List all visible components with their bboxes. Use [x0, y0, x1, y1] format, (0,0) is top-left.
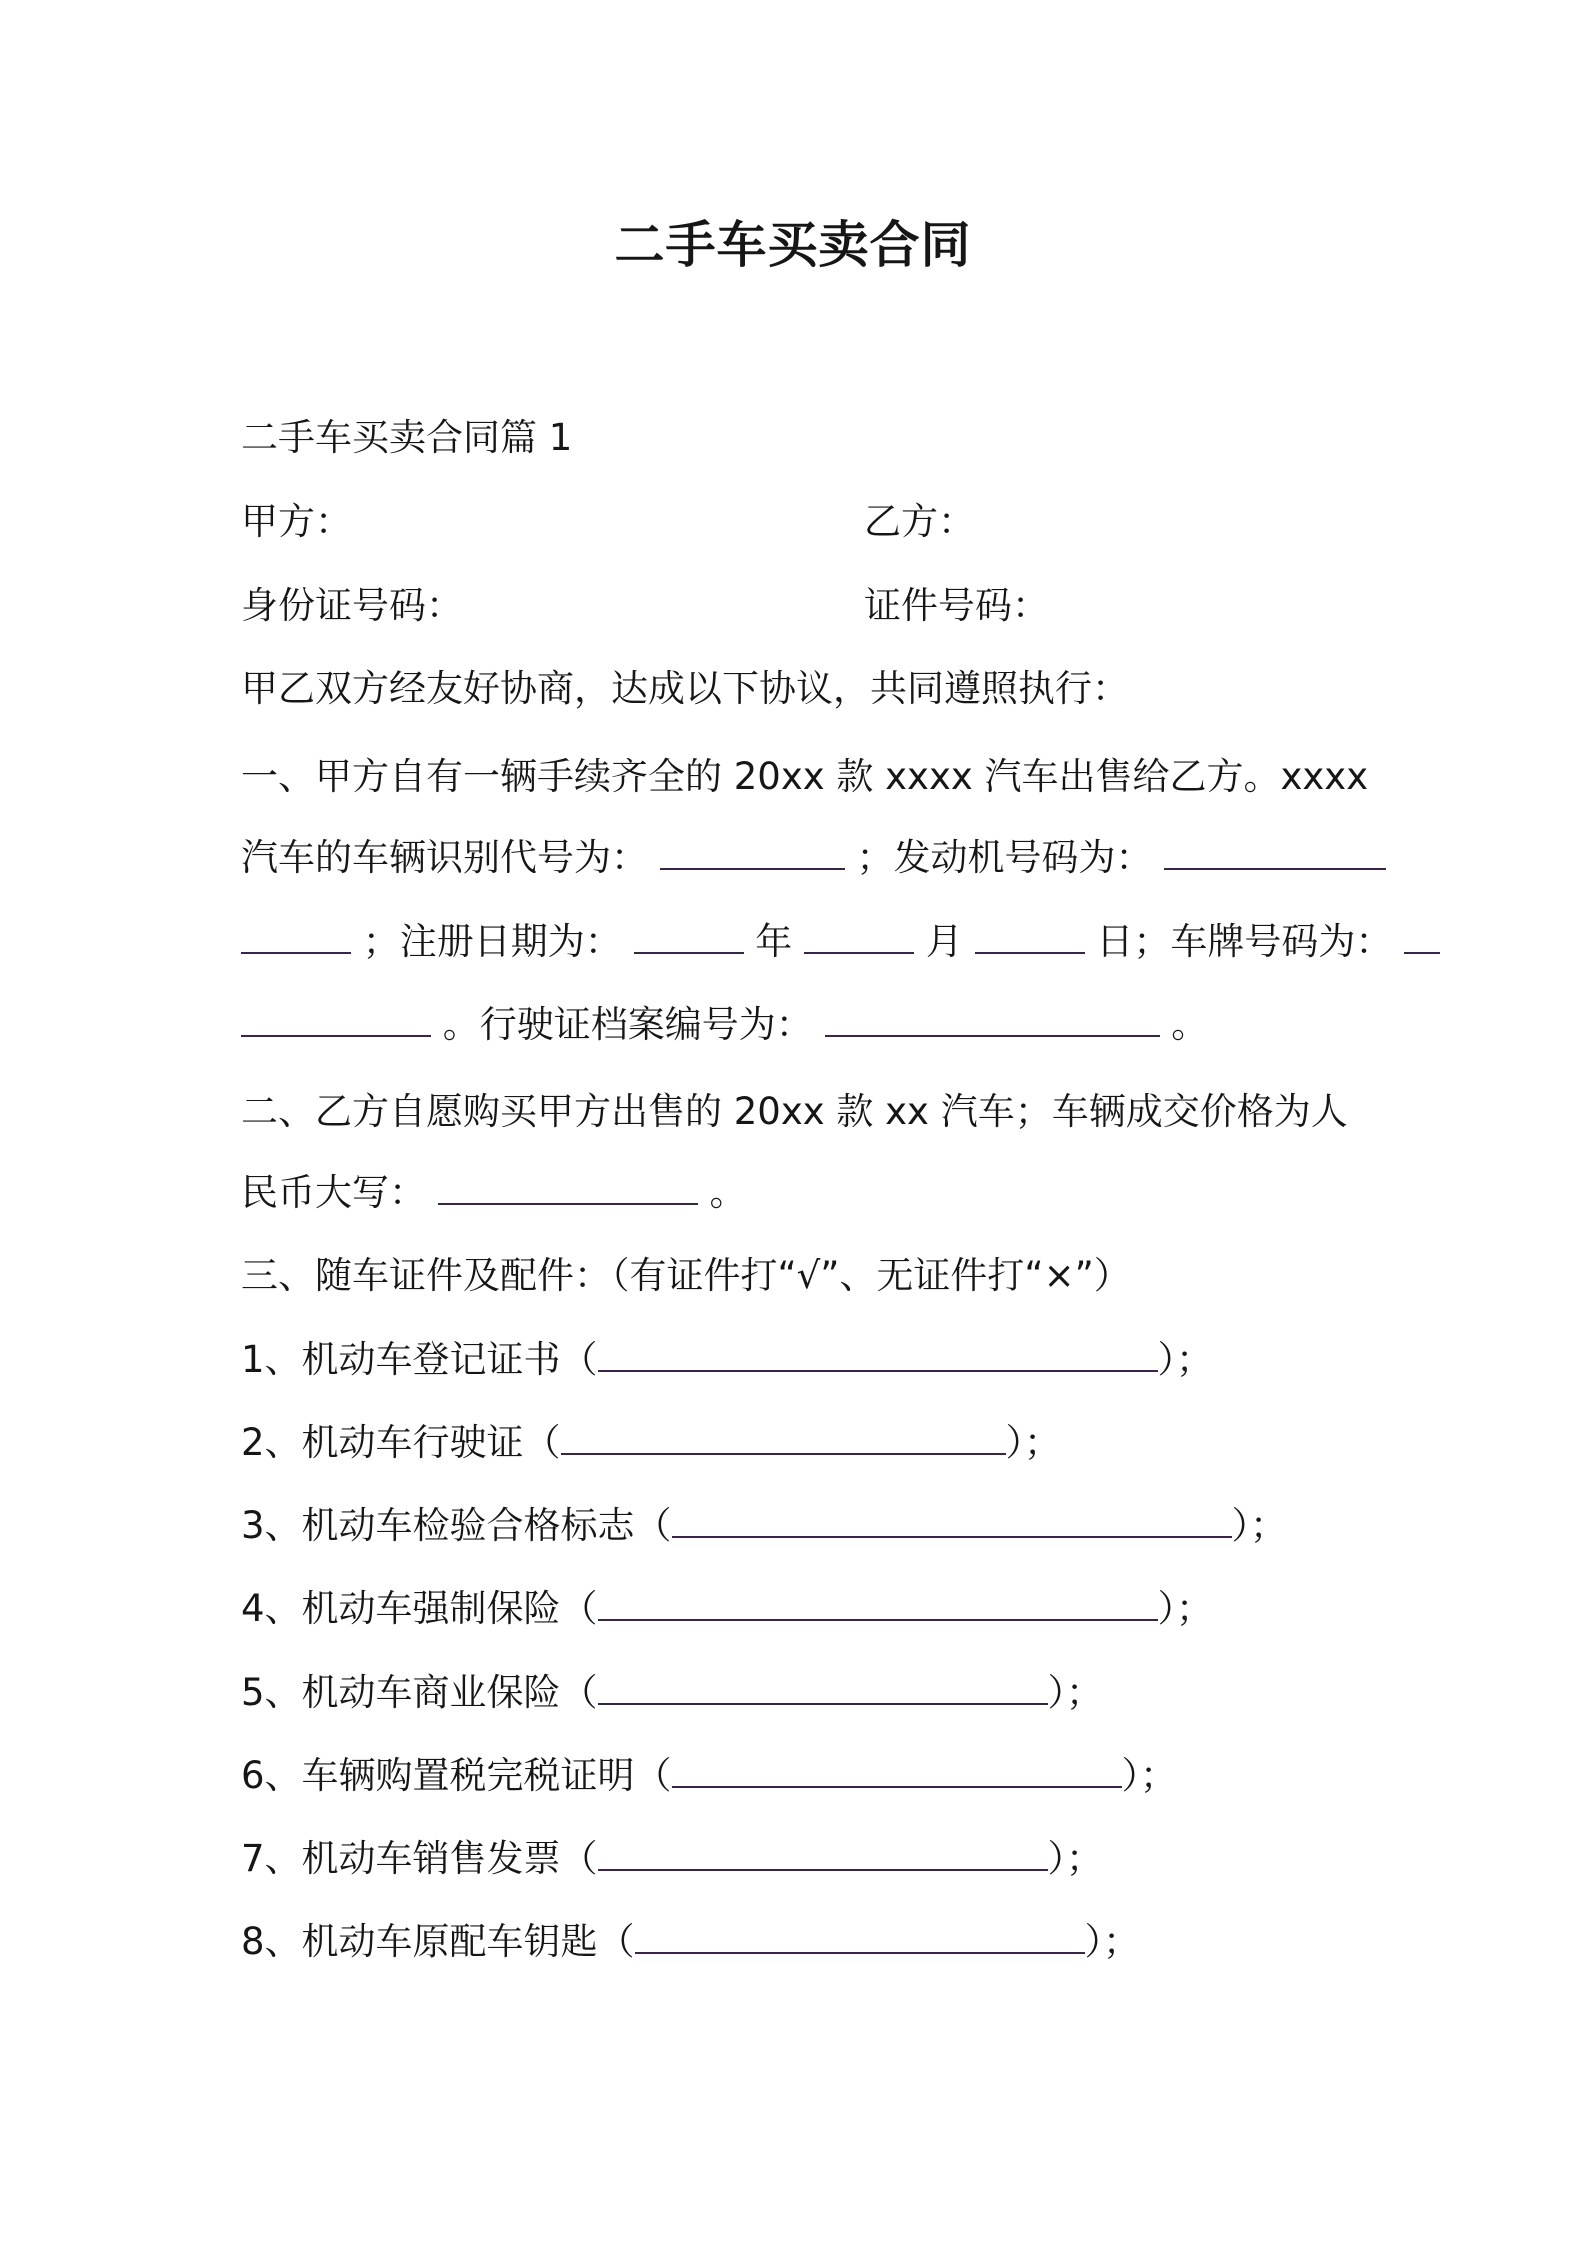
item-blank[interactable] [672, 1756, 1122, 1788]
price-in-words-blank[interactable] [438, 1173, 698, 1205]
open-paren: （ [523, 1421, 561, 1464]
id-number-label: 身份证号码： [241, 584, 463, 627]
item-label: 1、机动车登记证书 [241, 1338, 561, 1381]
open-paren: （ [560, 1837, 598, 1880]
close-paren: ）； [1231, 1504, 1288, 1547]
vin-blank[interactable] [660, 838, 845, 870]
close-paren: ）； [1005, 1421, 1062, 1464]
close-paren: ）； [1084, 1920, 1141, 1963]
close-paren: ）； [1157, 1338, 1214, 1381]
list-item [241, 1337, 1351, 1383]
document-title: 二手车买卖合同 [614, 216, 972, 274]
item-label: 3、机动车检验合格标志 [241, 1504, 635, 1547]
item-label: 7、机动车销售发票 [241, 1837, 561, 1880]
list-item [241, 1670, 1351, 1716]
item-blank[interactable] [598, 1673, 1048, 1705]
certificate-number-label: 证件号码： [864, 584, 1049, 627]
item-blank[interactable] [561, 1423, 1006, 1455]
clause2-line1: 二、乙方自愿购买甲方出售的 20xx 款 xx 汽车；车辆成交价格为人 [241, 1090, 1348, 1133]
clause1-line3 [241, 919, 1393, 965]
item-blank[interactable] [672, 1506, 1232, 1538]
registration-month-blank[interactable] [804, 922, 914, 954]
clause1-end: 。 [1171, 1003, 1209, 1046]
clause1-line1: 一、甲方自有一辆手续齐全的 20xx 款 xxxx 汽车出售给乙方。xxxx [241, 755, 1369, 798]
engine-number-blank[interactable] [1164, 838, 1386, 870]
engine-number-blank-continued[interactable] [241, 922, 351, 954]
item-label: 8、机动车原配车钥匙 [241, 1920, 598, 1963]
preamble: 甲乙双方经友好协商，达成以下协议，共同遵照执行： [241, 667, 1129, 710]
registration-date-label: ；注册日期为： [362, 920, 622, 963]
engine-number-label: ；发动机号码为： [856, 836, 1153, 879]
close-paren: ）； [1157, 1587, 1214, 1630]
list-item [241, 1919, 1351, 1965]
party-b-label: 乙方： [864, 500, 975, 543]
list-item [241, 1503, 1351, 1549]
item-label: 4、机动车强制保险 [241, 1587, 561, 1630]
item-label: 5、机动车商业保险 [241, 1671, 561, 1714]
section-heading: 二手车买卖合同篇 1 [241, 416, 573, 459]
close-paren: ）； [1047, 1671, 1104, 1714]
list-item [241, 1420, 1351, 1466]
plate-number-label: 日；车牌号码为： [1096, 920, 1393, 963]
month-label: 月 [925, 920, 963, 963]
party-a-label: 甲方： [241, 500, 352, 543]
item-blank[interactable] [598, 1839, 1048, 1871]
item-blank[interactable] [598, 1589, 1158, 1621]
plate-number-blank-continued[interactable] [241, 1005, 431, 1037]
vin-label: 汽车的车辆识别代号为： [241, 836, 648, 879]
license-file-number-label: 。行驶证档案编号为： [442, 1003, 813, 1046]
clause1-line2 [241, 835, 1351, 881]
open-paren: （ [634, 1754, 672, 1797]
clause2-line2 [241, 1170, 1351, 1216]
list-item [241, 1753, 1351, 1799]
list-item [241, 1836, 1351, 1882]
open-paren: （ [560, 1587, 598, 1630]
item-label: 2、机动车行驶证 [241, 1421, 524, 1464]
item-label: 6、车辆购置税完税证明 [241, 1754, 635, 1797]
clause1-line4 [241, 1002, 1351, 1048]
plate-number-blank[interactable] [1404, 922, 1440, 954]
registration-day-blank[interactable] [975, 922, 1085, 954]
year-label: 年 [755, 920, 793, 963]
item-blank[interactable] [598, 1340, 1158, 1372]
open-paren: （ [597, 1920, 635, 1963]
price-in-words-label: 民币大写： [241, 1171, 426, 1214]
registration-year-blank[interactable] [634, 922, 744, 954]
clause2-end: 。 [709, 1171, 747, 1214]
list-item [241, 1586, 1351, 1632]
clause3-heading: 三、随车证件及配件：（有证件打“√”、无证件打“×”） [241, 1254, 1131, 1297]
close-paren: ）； [1047, 1837, 1104, 1880]
close-paren: ）； [1121, 1754, 1178, 1797]
open-paren: （ [560, 1338, 598, 1381]
license-file-number-blank[interactable] [825, 1005, 1160, 1037]
item-blank[interactable] [635, 1922, 1085, 1954]
open-paren: （ [560, 1671, 598, 1714]
open-paren: （ [634, 1504, 672, 1547]
